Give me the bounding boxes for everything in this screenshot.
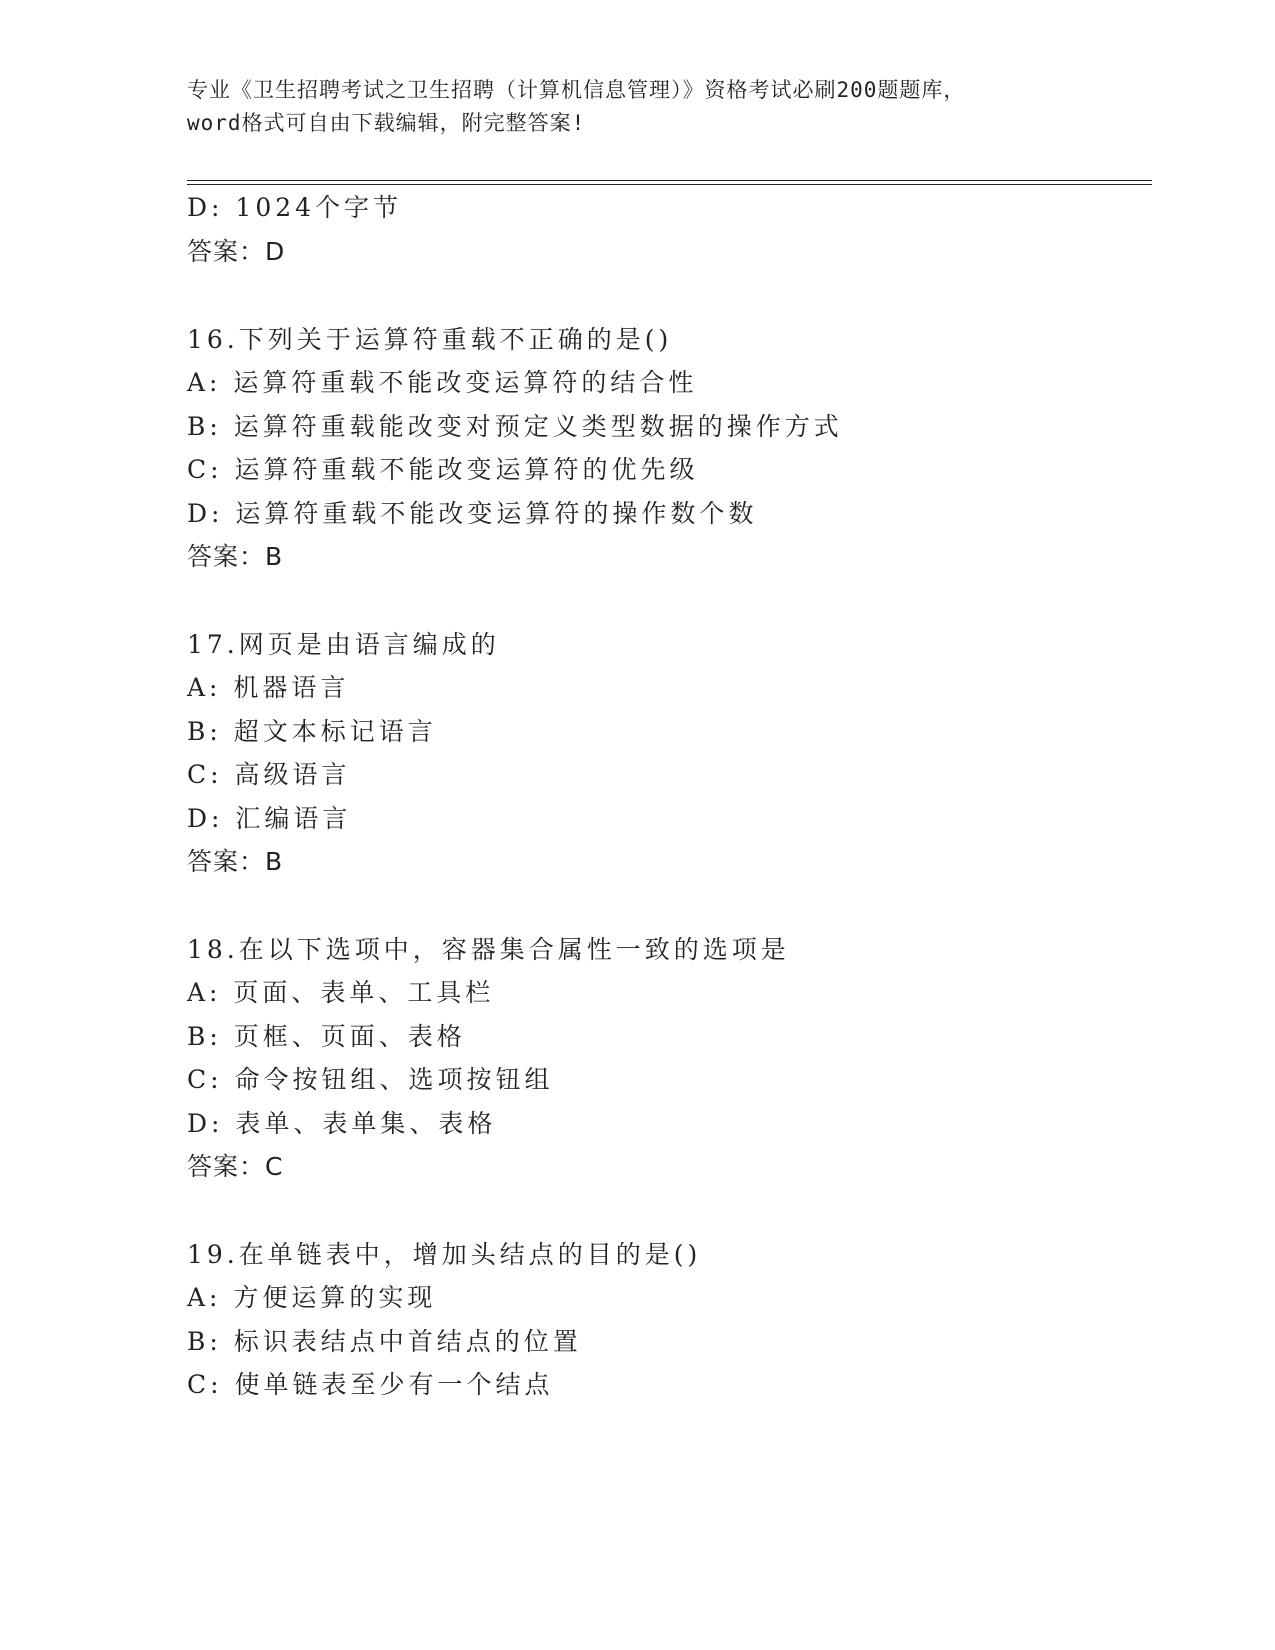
question-19-option-c: C: 使单链表至少有一个结点 (187, 1370, 554, 1399)
question-16-option-a: A: 运算符重载不能改变运算符的结合性 (187, 368, 698, 397)
header-divider-top (187, 180, 1152, 181)
header-line-2: word格式可自由下载编辑，附完整答案! (187, 111, 586, 135)
header-divider-bottom (187, 184, 1152, 185)
document-header (187, 74, 1087, 140)
question-17-option-a: A: 机器语言 (187, 673, 350, 702)
question-18-stem: 18.在以下选项中，容器集合属性一致的选项是 (187, 935, 790, 964)
question-17-option-d: D: 汇编语言 (187, 804, 352, 833)
question-17-stem: 17.网页是由语言编成的 (187, 630, 500, 659)
question-18-answer: 答案：C (187, 1152, 284, 1181)
question-17-option-b: B: 超文本标记语言 (187, 717, 437, 746)
question-19-stem: 19.在单链表中，增加头结点的目的是() (187, 1240, 702, 1269)
prev-answer: 答案：D (187, 237, 286, 266)
prev-option-d: D: 1024个字节 (187, 193, 403, 222)
question-18-option-b: B: 页框、页面、表格 (187, 1022, 466, 1051)
question-16-option-d: D: 运算符重载不能改变运算符的操作数个数 (187, 499, 758, 528)
question-17-answer: 答案：B (187, 847, 284, 876)
question-18-option-d: D: 表单、表单集、表格 (187, 1109, 497, 1138)
question-16-option-c: C: 运算符重载不能改变运算符的优先级 (187, 455, 699, 484)
question-18-option-a: A: 页面、表单、工具栏 (187, 978, 495, 1007)
question-19-option-b: B: 标识表结点中首结点的位置 (187, 1327, 582, 1356)
question-16-option-b: B: 运算符重载能改变对预定义类型数据的操作方式 (187, 412, 843, 441)
question-17-option-c: C: 高级语言 (187, 760, 351, 789)
header-line-1: 专业《卫生招聘考试之卫生招聘（计算机信息管理）》资格考试必刷200题题库， (187, 78, 966, 102)
question-18-option-c: C: 命令按钮组、选项按钮组 (187, 1065, 554, 1094)
question-16-stem: 16.下列关于运算符重载不正确的是() (187, 325, 673, 354)
question-16-answer: 答案：B (187, 542, 284, 571)
question-19-option-a: A: 方便运算的实现 (187, 1283, 437, 1312)
